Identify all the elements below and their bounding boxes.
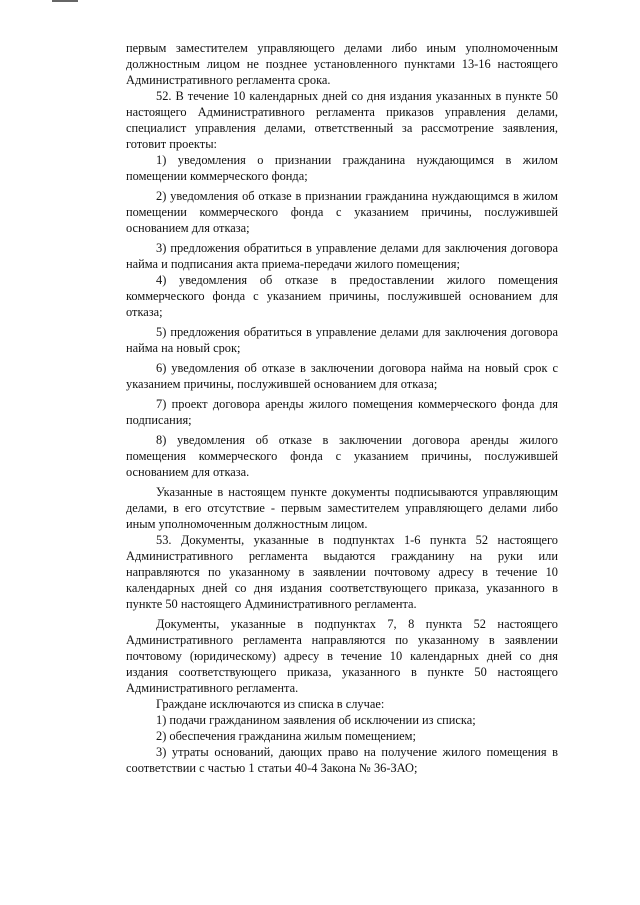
list-item-exclusion-2: 2) обеспечения гражданина жилым помещением; bbox=[156, 729, 416, 743]
paragraph-exclusion-intro: Граждане исключаются из списка в случае: bbox=[156, 697, 385, 711]
paragraph-continuation: первым заместителем управляющего делами либо иным уполномоченным должностным лицом не позднее установленного пунктами 13-16 настоящего Административного регламента срока. bbox=[126, 41, 558, 87]
scan-edge-mark bbox=[52, 0, 78, 2]
list-item-52-1: 1) уведомления о признании гражданина нуждающимся в жилом помещении коммерческого фонда; bbox=[126, 153, 558, 183]
paragraph-documents-7-8: Документы, указанные в подпунктах 7, 8 пункта 52 настоящего Административного регламента направляются по указанному в заявлении почтовому (юридическому) адресу в течение 10 календарных дней со дня издания соответствующего приказа, указанного в пункте 50 настоящего Административного регламента. bbox=[126, 617, 558, 695]
list-item-exclusion-1: 1) подачи гражданином заявления об исключении из списка; bbox=[156, 713, 476, 727]
paragraph-signing: Указанные в настоящем пункте документы подписываются управляющим делами, в его отсутствие - первым заместителем управляющего делами либо иным уполномоченным должностным лицом. bbox=[126, 485, 558, 531]
list-item-52-8: 8) уведомления об отказе в заключении договора аренды жилого помещения коммерческого фонда с указанием причины, послужившей основанием для отказа. bbox=[126, 433, 558, 479]
paragraph-clause-52: 52. В течение 10 календарных дней со дня издания указанных в пункте 50 настоящего Административного регламента приказов управления делами, специалист управления делами, ответственный за рассмотрение заявления, готовит проекты: bbox=[126, 89, 558, 151]
list-item-52-2: 2) уведомления об отказе в признании гражданина нуждающимся в жилом помещении коммерческого фонда с указанием причины, послужившей основанием для отказа; bbox=[126, 189, 558, 235]
list-item-52-5: 5) предложения обратиться в управление делами для заключения договора найма на новый срок; bbox=[126, 325, 558, 355]
paragraph-clause-53: 53. Документы, указанные в подпунктах 1-6 пункта 52 настоящего Административного регламента выдаются гражданину на руки или направляются по указанному в заявлении почтовому адресу в течение 10 календарных дней со дня издания соответствующего приказа, указанного в пункте 50 настоящего Административного регламента. bbox=[126, 533, 558, 611]
list-item-exclusion-3: 3) утраты оснований, дающих право на получение жилого помещения в соответствии с частью 1 статьи 40-4 Закона № 36-ЗАО; bbox=[126, 745, 558, 775]
list-item-52-7: 7) проект договора аренды жилого помещения коммерческого фонда для подписания; bbox=[126, 397, 558, 427]
list-item-52-3: 3) предложения обратиться в управление делами для заключения договора найма и подписания акта приема-передачи жилого помещения; bbox=[126, 241, 558, 271]
list-item-52-4: 4) уведомления об отказе в предоставлении жилого помещения коммерческого фонда с указанием причины, послужившей основанием для отказа; bbox=[126, 273, 558, 319]
list-item-52-6: 6) уведомления об отказе в заключении договора найма на новый срок с указанием причины, послужившей основанием для отказа; bbox=[126, 361, 558, 391]
document-page bbox=[126, 40, 558, 776]
